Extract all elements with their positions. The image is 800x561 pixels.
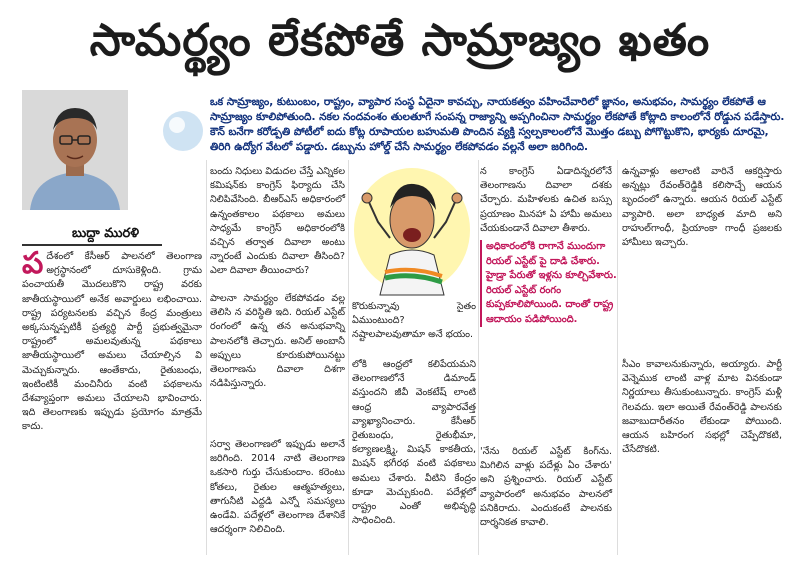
caricature-illustration xyxy=(350,160,475,295)
column-1-text: దేశంలో కేసీఆర్ పాలనలో తెలంగాణ అగ్రస్థానంలో దూసుకెళ్లింది. గ్రామ పంచాయతీ మొదలుకొని రాష్ట్ర వరకు జాతీయస్థాయిలో అనేక అవార్డులు లభించాయి. రాష్ట్ర పర్యటనలకు వచ్చిన కేంద్ర మంత్రులు అక్కసున్నప్పటికీ ప్రత్యర్థి పార్టీ ప్రభుత్వమైనా రాష్ట్రంలో అమలవుతున్న పథకాలు జాతీయస్థాయిలో అమలు చేయాల్సిన వి మెచ్చుకున్నారు. ఆంతేకాదు, రైతుబంధు, ఇంటింటికీ మంచినీరు వంటి పథకాలను దేశవ్యాప్తంగా అమలు చేయాలని భావించారు. ఇది తెలంగాణకు ఇప్పుడు ప్రయోగం మాత్రమే కాదు. xyxy=(22,251,202,433)
pull-quote: అధికారంలోకి రాగానే ముందుగా రియల్ ఎస్టేట్ పై దాడి చేశారు. హైడ్రా పేరుతో ఇళ్లను కూల్చివేశారు. రియల్ ఎస్టేట్ రంగం కుప్పకూలిపోయింది. దాంతో రాష్ట్ర ఆదాయం పడిపోయింది. xyxy=(480,240,618,327)
author-photo xyxy=(22,90,128,210)
byline-rule xyxy=(22,244,162,246)
column-4-bottom: 'నేను రియల్ ఎస్టేట్ కింగ్‌ను. మిగిలిన వాళ్లు పదేళ్లు ఏం చేశారు' అని ప్రశ్నించారు. రియల్ ఎస్టేట్ వ్యాపారంలో అనుభవం పాలనలో పనికిరాదు. ఎందుకంటే పాలనకు దార్శనికత కావాలి. xyxy=(480,446,612,529)
column-5-top: ఉన్నవాళ్లు అలాంటి వారినే ఆకర్షిస్తారు అన్నట్లు రేవంత్‌రెడ్డికి కలిసొచ్చే ఆయన బృందంలో ఉన్నారు. ఆయన రియల్ ఎస్టేట్ వ్యాపారి. అలా బాధ్యత మాది అని రాహుల్‌గాంధీ, ప్రియాంకా గాంధీ ప్రజలకు హామీలు ఇచ్చారు. xyxy=(622,166,782,249)
column-2-bottom: సర్వా తెలంగాణలో ఇప్పుడు అలానే జరిగింది. 2014 నాటి తెలంగాణ ఒకసారి గుర్తు చేసుకుందాం. కరెంటు కోతలు, రైతుల ఆత్మహత్యలు, తాగునీటి ఎద్దడి ఎన్నో సమస్యలు ఉండేవి. పదేళ్లలో తెలంగాణ దేశానికే ఆదర్శంగా నిలిచింది. xyxy=(210,439,345,536)
column-3-bottom: లోకి ఆంధ్రలో కలిపేయమని తెలంగాణలోనే డిమాండ్ వస్తుందని జీవీ వెంకటేష్ లాంటి ఆంధ్ర వ్యాపారవేత్త వ్యాఖ్యానించారు. కేసీఆర్ రైతుబంధు, రైతుభీమా, కల్యాణలక్ష్మి, మిషన్ కాకతీయ, మిషన్ భగీరథ వంటి పథకాలు అమలు చేశారు. వీటిని కేంద్రం కూడా మెచ్చుకుంది. పదేళ్లలో రాష్ట్రం ఎంతో అభివృద్ధి సాధించింది. xyxy=(352,359,476,527)
decorative-bubble-icon xyxy=(160,108,206,158)
headline: సామర్థ్యం లేకపోతే సామ్రాజ్యం ఖతం xyxy=(89,15,711,66)
column-rule xyxy=(478,160,479,555)
column-rule xyxy=(206,160,207,555)
lede-paragraph: ఒక సామ్రాజ్యం, కుటుంబం, రాష్ట్రం, వ్యాపార సంస్థ ఏదైనా కావచ్చు, నాయకత్వం వహించేవారిలో జ్ఞానం, అనుభవం, సామర్థ్యం లేకపోతే ఆ సామ్రాజ్యం కూలిపోతుంది. నకల నందవంశం తులతూగే సంపన్న రాజ్యాన్ని అప్పగించినా సామర్థ్యం లేకపోతే కోట్లాది కాలంలోనే రోడ్డున పడేస్తారు. కౌన్ బనేగా కరోడ్పతి పోటీలో ఐదు కోట్ల రూపాయల బహుమతి పొందిన వ్యక్తి స్వల్పకాలంలోనే మొత్తం డబ్బు పోగొట్టుకొని, భార్యకు దూరమై, తిరిగి ఉద్యోగ వేటలో పడ్డారు. డబ్బును హోల్డ్ చేసే సామర్థ్యం లేకపోవడం వల్లనే అలా జరిగింది. xyxy=(210,96,785,153)
drop-cap: ప xyxy=(22,246,44,281)
column-2-middle: పాలనా సామర్థ్యం లేకపోవడం వల్ల తెలిసి న వరిస్థితి ఇది. రియల్ ఎస్టేట్ రంగంలో ఉన్న తన అనుభవాన్ని పాలనలోకి తెచ్చారు. అనిల్ అంబానీ అప్పులు కూరుకుపోయినట్టు తెలంగాణను దివాలా దిశగా నడిపిస్తున్నారు. xyxy=(210,293,345,390)
column-2-top: బందు నిధులు విడుదల చేస్తే ఎన్నికల కమిషన్‌కు కాంగ్రెస్ ఫిర్యాదు చేసి నిలిపివేసింది. బీఆర్ఎస్ అధికారంలో ఉన్నంతకాలం పథకాలు అమలు సాధ్యమే కాంగ్రెస్ అధికారంలోకి వచ్చిన తర్వాత దివాలా అంటు న్నారంటే ఎందుకు దివాలా తీసింది? ఎలా దివాలా తీయించారు? xyxy=(210,166,345,277)
column-4-top: న కాంగ్రెస్ ఏడాదిన్నరలోనే తెలంగాణను దివాలా దశకు చేర్చారు. మహిళలకు ఉచిత బస్సు ప్రయాణం మినహా ఏ హామీ అమలు చేయకుండానే దివాలా తీశారు. xyxy=(480,166,612,234)
column-3-top: కొరుకున్నావు సైతం ఏముంటుంది? నష్టాలపాలవుతామా అనే భయం. xyxy=(352,301,476,341)
column-rule xyxy=(348,160,349,555)
author-byline: బుద్దా మురళి xyxy=(72,226,140,241)
column-5-bottom: సీఎం కావాలనుకున్నారు, అయ్యారు. పార్టీ వెన్నెముక లాంటి వాళ్ల మాట వినకుండా నిర్ణయాలు తీసుకుంటున్నారు. కాంగ్రెస్ మళ్లీ గెలవదు. ఇలా అయితే రేవంత్‌రెడ్డి పాలనకు జవాబుదారీతనం లేకుండా పోయింది. ఆయన బహిరంగ సభల్లో చెప్పేదొకటి, చేసేదొకటి. xyxy=(622,359,782,456)
column-rule xyxy=(617,160,618,555)
column-1 xyxy=(22,246,202,555)
